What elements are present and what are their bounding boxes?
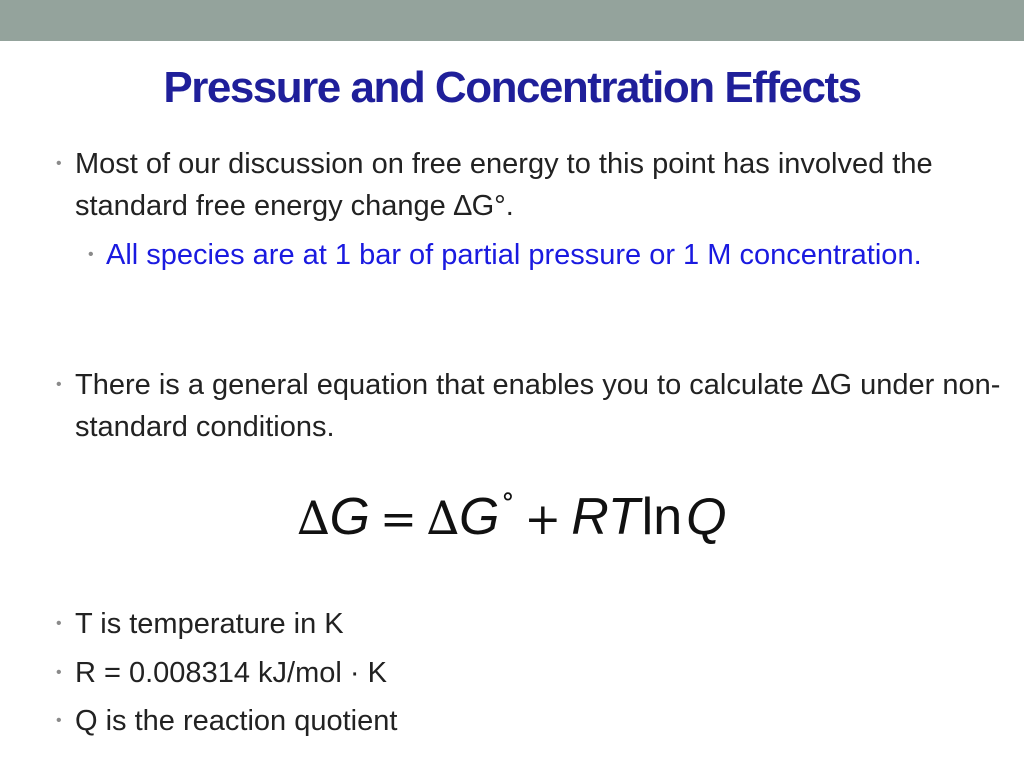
free-energy-equation [0, 472, 1024, 552]
sub-bullet-item-1 [88, 234, 986, 276]
equation-rt: RT [571, 488, 640, 546]
bullet-dot-icon: • [56, 615, 62, 632]
equation-equals: = [379, 494, 417, 545]
bullet-text: There is a general equation that enables you to calculate ∆G under non-standard conditions. [75, 369, 1001, 443]
equation-delta: ∆ [426, 491, 459, 545]
equation-g-standard: G [458, 488, 500, 546]
equation-g: G [329, 488, 370, 546]
bullet-dot-icon: • [56, 664, 62, 681]
equation-q: Q [686, 488, 727, 546]
bullet-item-5 [56, 700, 1005, 742]
bullet-item-2 [56, 364, 1005, 448]
bullet-item-4 [56, 652, 1005, 694]
bullet-dot-icon: • [56, 712, 62, 729]
slide-title: Pressure and Concentration Effects [163, 63, 861, 112]
top-accent-bar [0, 0, 1024, 41]
bullet-dot-icon: • [88, 246, 94, 263]
bullet-text: T is temperature in K [75, 608, 344, 640]
equation-degree: ° [501, 489, 515, 519]
bullet-item-1 [56, 143, 1005, 227]
equation-ln: ln [641, 488, 683, 546]
equation-plus: + [524, 494, 562, 545]
bullet-text: Most of our discussion on free energy to this point has involved the standard free energy change ∆G°. [75, 148, 933, 222]
bullet-dot-icon: • [56, 376, 62, 393]
bullet-text: R = 0.008314 kJ/mol · K [75, 657, 387, 689]
bullet-dot-icon: • [56, 155, 62, 172]
equation-delta: ∆ [297, 491, 330, 545]
bullet-text: All species are at 1 bar of partial pressure or 1 M concentration. [106, 239, 922, 271]
bullet-text: Q is the reaction quotient [75, 705, 398, 737]
bullet-item-3 [56, 603, 1005, 645]
